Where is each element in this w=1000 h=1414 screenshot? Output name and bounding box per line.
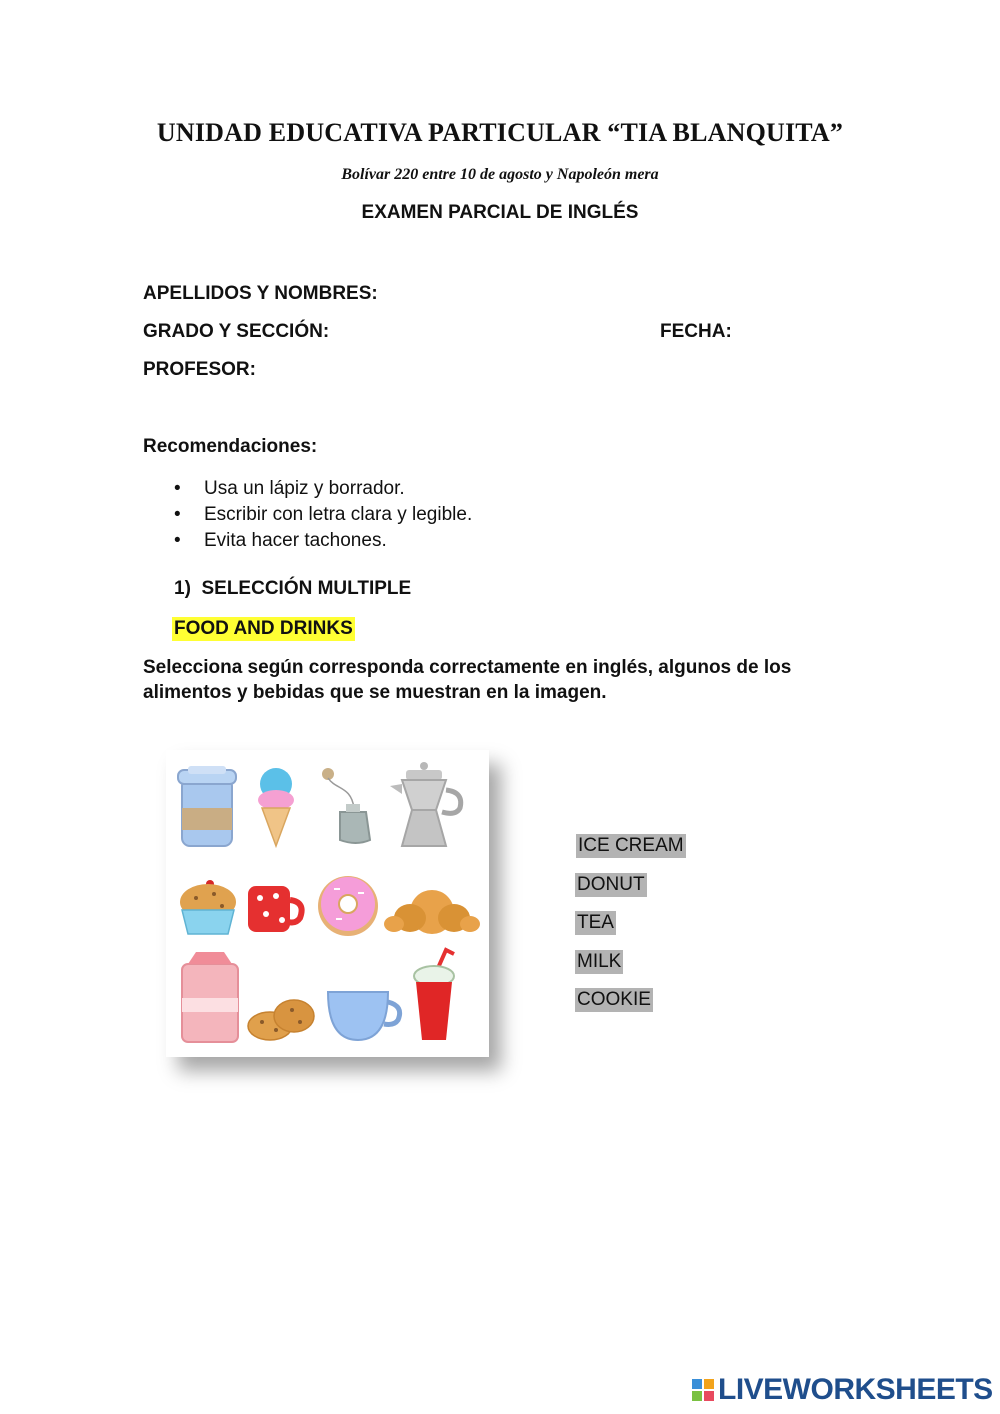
- food-drinks-illustration: [166, 750, 489, 1057]
- grade-field-label: GRADO Y SECCIÓN:: [143, 321, 330, 342]
- croissant-icon: [384, 890, 480, 934]
- logo-grid-icon: [692, 1379, 714, 1401]
- instruction-text: Selecciona según corresponda correctamente en inglés, algunos de los alimentos y bebidas que se muestran en la imagen.: [143, 657, 792, 703]
- cookies-icon: [248, 1000, 314, 1040]
- bullet-icon: •: [174, 530, 181, 551]
- exam-title: EXAMEN PARCIAL DE INGLÉS: [361, 202, 639, 223]
- list-item: • Escribir con letra clara y legible.: [174, 502, 472, 528]
- recommendations-list: [174, 476, 472, 554]
- donut-icon: [318, 876, 378, 936]
- coffee-cup-icon: [178, 766, 236, 846]
- option-donut[interactable]: DONUT: [577, 874, 645, 895]
- names-field-label: APELLIDOS Y NOMBRES:: [143, 283, 378, 304]
- school-address: Bolívar 220 entre 10 de agosto y Napoleón mera: [341, 166, 659, 183]
- bullet-icon: •: [174, 478, 181, 499]
- ice-cream-icon: [258, 768, 294, 846]
- liveworksheets-logo: [692, 1373, 993, 1407]
- food-drinks-picture: [166, 750, 489, 1057]
- cup-icon: [328, 992, 400, 1040]
- recommendations-title: Recomendaciones:: [143, 436, 318, 457]
- mug-icon: [248, 886, 302, 932]
- section-title-text: SELECCIÓN MULTIPLE: [201, 578, 412, 599]
- option-cookie[interactable]: COOKIE: [577, 989, 651, 1010]
- section-number: 1): [174, 578, 191, 599]
- date-field-label: FECHA:: [660, 321, 732, 342]
- list-item: • Usa un lápiz y borrador.: [174, 476, 472, 502]
- coffee-pot-icon: [390, 762, 461, 846]
- option-tea[interactable]: TEA: [577, 912, 614, 933]
- option-ice-cream[interactable]: ICE CREAM: [578, 835, 684, 856]
- tea-bag-icon: [322, 768, 370, 843]
- topic-highlight: FOOD AND DRINKS: [174, 618, 353, 639]
- option-milk[interactable]: MILK: [577, 951, 622, 972]
- brand-name: LIVEWORKSHEETS: [718, 1373, 993, 1406]
- section-title: [174, 578, 411, 600]
- teacher-field-label: PROFESOR:: [143, 359, 256, 380]
- drink-cup-icon: [414, 950, 454, 1040]
- list-item: • Evita hacer tachones.: [174, 528, 472, 554]
- milk-carton-icon: [182, 952, 238, 1042]
- cupcake-icon: [180, 880, 236, 934]
- bullet-icon: •: [174, 504, 181, 525]
- school-name: UNIDAD EDUCATIVA PARTICULAR “TIA BLANQUITA”: [156, 118, 844, 147]
